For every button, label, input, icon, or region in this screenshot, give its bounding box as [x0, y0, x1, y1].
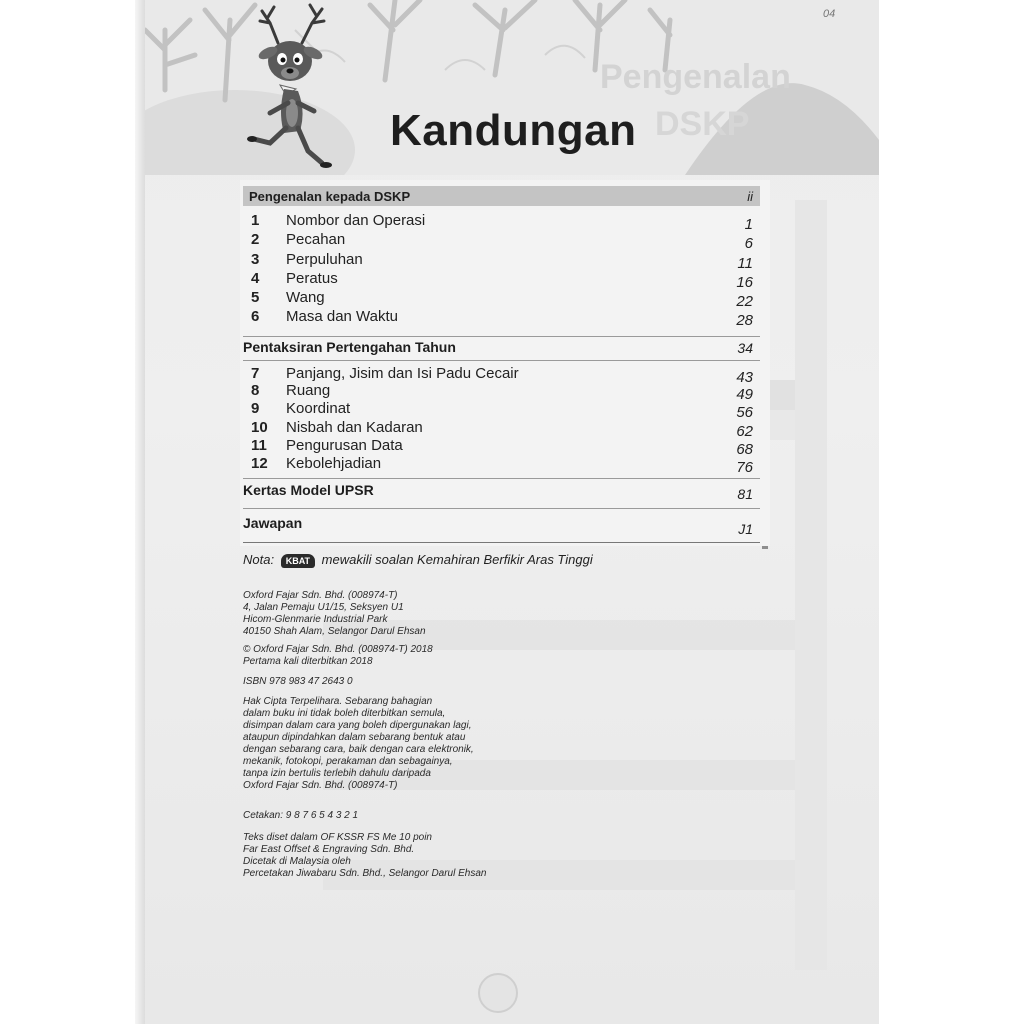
toc-chapter-number: 2	[251, 231, 260, 248]
imprint-line: Dicetak di Malaysia oleh	[243, 856, 351, 867]
toc-divider	[243, 542, 760, 543]
imprint-line: ISBN 978 983 47 2643 0	[243, 676, 353, 687]
toc-divider	[243, 360, 760, 361]
toc-answers-label: Jawapan	[243, 515, 303, 531]
toc-chapter-page: 28	[736, 312, 753, 329]
imprint-line: Percetakan Jiwabaru Sdn. Bhd., Selangor Darul Ehsan	[243, 868, 487, 879]
imprint-line: Hak Cipta Terpelihara. Sebarang bahagian	[243, 696, 433, 707]
toc-chapter-title: Ruang	[286, 382, 331, 399]
imprint-line: Oxford Fajar Sdn. Bhd. (008974-T)	[243, 590, 398, 601]
toc-chapter-title: Masa dan Waktu	[286, 308, 398, 325]
toc-chapter-number: 6	[251, 308, 260, 325]
page-corner-mark: 04	[823, 8, 836, 20]
toc-chapter-number: 8	[251, 382, 260, 399]
imprint-line: Teks diset dalam OF KSSR FS Me 10 poin	[243, 832, 432, 843]
toc-chapter-title: Koordinat	[286, 400, 351, 417]
toc-chapter-number: 12	[251, 455, 268, 472]
toc-chapter-number: 11	[251, 437, 267, 454]
toc-midterm-label: Pentaksiran Pertengahan Tahun	[243, 339, 456, 355]
toc-chapter-title: Wang	[286, 289, 325, 306]
page-number-circle	[478, 973, 518, 1013]
note-prefix: Nota:	[243, 552, 275, 567]
imprint-line: dengan sebarang cara, baik dengan cara elektronik,	[243, 744, 474, 755]
toc-chapter-title: Nisbah dan Kadaran	[286, 419, 423, 436]
toc-divider	[243, 478, 760, 479]
toc-midterm-page: 34	[737, 340, 753, 356]
toc-chapter-page: 43	[736, 369, 753, 386]
toc-chapter-title: Panjang, Jisim dan Isi Padu Cecair	[286, 365, 519, 382]
toc-chapter-title: Peratus	[286, 270, 338, 287]
toc-chapter-page: 62	[736, 423, 753, 440]
toc-chapter-title: Nombor dan Operasi	[286, 212, 426, 229]
toc-chapter-title: Pengurusan Data	[286, 437, 403, 454]
imprint-line: Far East Offset & Engraving Sdn. Bhd.	[243, 844, 415, 855]
kbat-badge-icon: KBAT	[281, 554, 315, 568]
page-left-edge	[135, 0, 145, 1024]
toc-chapter-page: 16	[736, 274, 753, 291]
toc-chapter-page: 68	[736, 441, 753, 458]
imprint-line: mekanik, fotokopi, perakaman dan sebagainya,	[243, 756, 453, 767]
kbat-note	[243, 552, 593, 568]
toc-chapter-page: 22	[736, 293, 753, 310]
toc-chapter-title: Pecahan	[286, 231, 346, 248]
toc-answers-page: J1	[738, 521, 753, 537]
deer-mascot-illustration	[240, 3, 350, 178]
toc-intro-label: Pengenalan kepada DSKP	[249, 189, 411, 204]
imprint-line: Oxford Fajar Sdn. Bhd. (008974-T)	[243, 780, 398, 791]
toc-chapter-number: 7	[251, 365, 260, 382]
toc-chapter-number: 9	[251, 400, 260, 417]
svg-text:Pengenalan: Pengenalan	[600, 58, 791, 96]
imprint-line: Hicom-Glenmarie Industrial Park	[243, 614, 388, 625]
toc-chapter-page: 11	[737, 255, 753, 272]
toc-chapter-number: 3	[251, 251, 260, 268]
imprint-line: ataupun dipindahkan dalam sebarang bentuk atau	[243, 732, 466, 743]
toc-chapter-number: 10	[251, 419, 268, 436]
imprint-line: © Oxford Fajar Sdn. Bhd. (008974-T) 2018	[243, 644, 433, 655]
imprint-line: 4, Jalan Pemaju U1/15, Seksyen U1	[243, 602, 404, 613]
imprint-line: Cetakan: 9 8 7 6 5 4 3 2 1	[243, 810, 359, 821]
imprint-line: tanpa izin bertulis terlebih dahulu daripada	[243, 768, 431, 779]
toc-chapter-page: 56	[736, 404, 753, 421]
toc-chapter-title: Kebolehjadian	[286, 455, 382, 472]
toc-chapter-page: 76	[736, 459, 753, 476]
imprint-line: Pertama kali diterbitkan 2018	[243, 656, 373, 667]
book-page	[145, 0, 879, 1024]
toc-chapter-title: Perpuluhan	[286, 251, 363, 268]
toc-chapter-number: 5	[251, 289, 260, 306]
background-column-strip	[795, 200, 827, 970]
toc-model-label: Kertas Model UPSR	[243, 482, 374, 498]
svg-text:DSKP: DSKP	[655, 105, 750, 143]
toc-chapter-page: 49	[736, 386, 753, 403]
toc-intro-page: ii	[747, 189, 753, 204]
toc-divider	[243, 508, 760, 509]
imprint-line: 40150 Shah Alam, Selangor Darul Ehsan	[243, 626, 426, 637]
note-text: mewakili soalan Kemahiran Berfikir Aras Tinggi	[321, 552, 593, 567]
toc-chapter-number: 1	[251, 212, 260, 229]
imprint-line: disimpan dalam cara yang boleh dipergunakan lagi,	[243, 720, 472, 731]
toc-chapter-number: 4	[251, 270, 260, 287]
toc-chapter-page: 1	[744, 216, 753, 233]
imprint-line: dalam buku ini tidak boleh diterbitkan semula,	[243, 708, 446, 719]
toc-model-page: 81	[737, 486, 753, 502]
toc-chapter-page: 6	[744, 235, 753, 252]
toc-divider	[243, 336, 760, 337]
page-title: Kandungan	[390, 106, 637, 155]
